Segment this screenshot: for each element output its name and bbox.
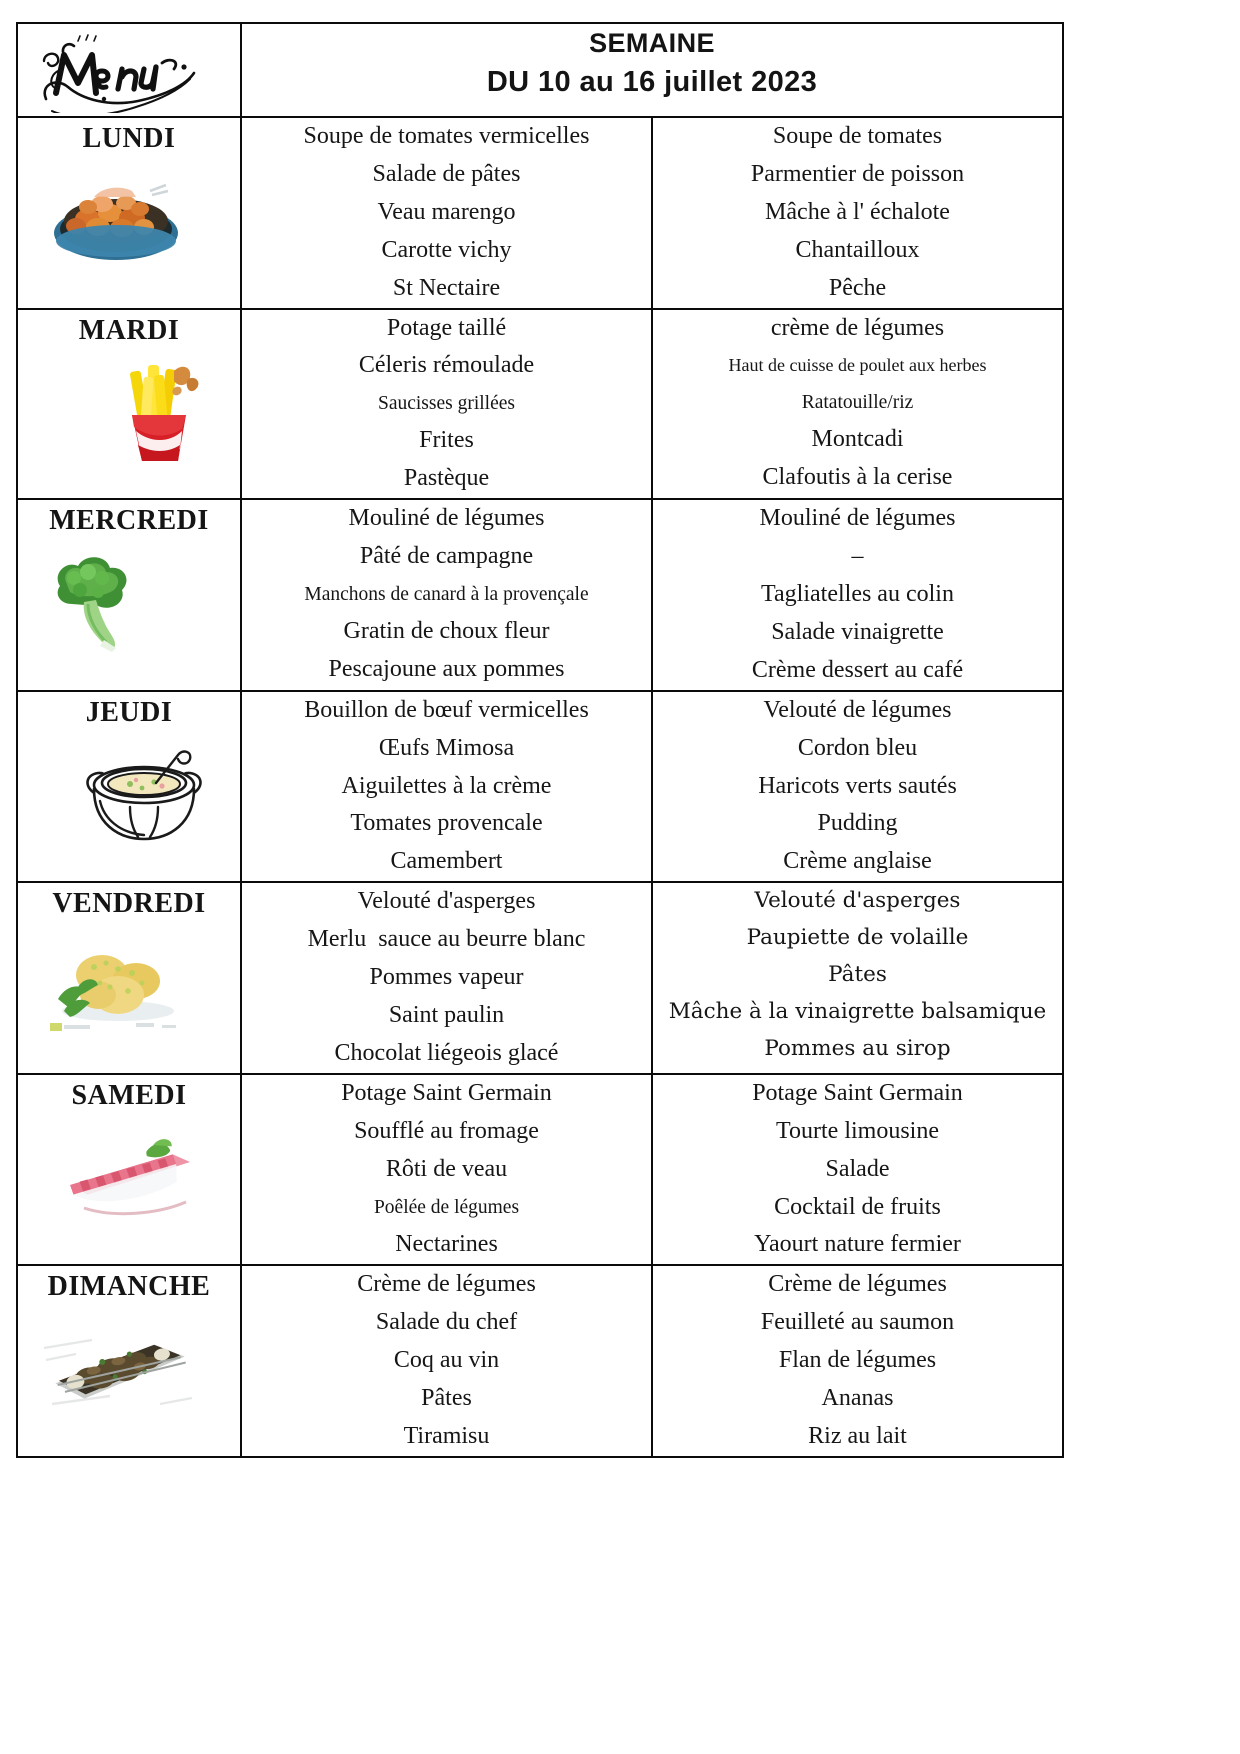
dish-item: Crème dessert au café [751, 656, 964, 683]
dish-item: Velouté d'asperges [754, 888, 961, 914]
dish-item: Chocolat liégeois glacé [334, 1039, 559, 1066]
coq-au-vin-photo [18, 1308, 240, 1428]
roast-veal-photo [18, 1116, 240, 1236]
dish-item: Pommes au sirop [764, 1036, 951, 1062]
veal-marengo-photo [18, 159, 240, 279]
dish-item: Paupiette de volaille [746, 925, 969, 951]
dish-item: Soupe de tomates vermicelles [303, 123, 590, 149]
dish-item: Salade de pâtes [372, 160, 521, 187]
day-label-jeudi: JEUDI [85, 696, 173, 728]
dish-placeholder: – [851, 543, 864, 570]
dish-item: Ananas [821, 1385, 894, 1412]
dish-item: Camembert [390, 848, 503, 875]
dish-item: Salade du chef [375, 1309, 518, 1336]
menu-cell-lundi-b [652, 117, 1063, 309]
day-cell-vendredi [17, 882, 241, 1074]
menu-cell-mercredi-a [241, 499, 652, 691]
dish-item: Velouté de légumes [763, 696, 952, 723]
dish-item: Soufflé au fromage [354, 1117, 539, 1144]
day-cell-mercredi [17, 499, 241, 691]
dish-item: Bouillon de bœuf vermicelles [304, 696, 589, 723]
table-row-lundi [17, 117, 1063, 309]
week-title-line2: DU 10 au 16 juillet 2023 [486, 66, 818, 99]
dish-item: Saint paulin [388, 1001, 505, 1028]
dish-item: Crème anglaise [783, 848, 932, 875]
dish-item: Potage Saint Germain [752, 1079, 963, 1106]
dish-item: Pâtes [828, 962, 887, 988]
menu-cell-mardi-a [241, 309, 652, 500]
day-label-lundi: LUNDI [82, 123, 176, 154]
table-row-mardi [17, 309, 1063, 500]
menu-cell-dimanche-a [241, 1265, 652, 1457]
dish-item: St Nectaire [392, 274, 501, 301]
dish-item: Haricots verts sautés [758, 772, 957, 799]
dish-item: Salade [825, 1155, 890, 1182]
dish-item: Mâche à l' échalote [765, 198, 950, 225]
dish-item: Pommes vapeur [369, 964, 524, 991]
menu-cell-jeudi-a [241, 691, 652, 883]
table-row-mercredi [17, 499, 1063, 691]
dish-item: Saucisses grillées [377, 393, 515, 415]
dish-item: Pastèque [403, 465, 490, 492]
day-label-samedi: SAMEDI [71, 1079, 187, 1111]
menu-calligraphy-logo [18, 24, 240, 116]
dish-item: Potage Saint Germain [341, 1079, 552, 1106]
dish-item: Tagliatelles au colin [761, 581, 954, 608]
dish-item: Céleris rémoulade [358, 352, 535, 379]
broccoli-icon [18, 542, 240, 662]
dish-item: Pescajoune aux pommes [328, 655, 565, 682]
dish-item: Soupe de tomates [772, 123, 943, 149]
dish-item: Chantailloux [795, 236, 920, 263]
dish-item: Pudding [817, 810, 898, 837]
menu-table-body [17, 23, 1063, 1457]
dish-item: Coq au vin [393, 1347, 500, 1374]
week-title-line1: SEMAINE [589, 28, 715, 58]
dish-item: Cordon bleu [797, 734, 918, 761]
dish-item: Tiramisu [403, 1422, 490, 1449]
menu-cell-vendredi-b [652, 882, 1063, 1074]
dish-item: Flan de légumes [778, 1347, 937, 1374]
dish-item: Ratatouille/riz [801, 392, 914, 414]
dish-item: Veau marengo [377, 198, 516, 225]
dish-item: Poêlée de légumes [373, 1196, 520, 1218]
week-title-cell [241, 23, 1063, 117]
table-row-samedi [17, 1074, 1063, 1266]
dish-item: Tomates provencale [350, 810, 543, 837]
dish-item: Œufs Mimosa [378, 734, 515, 761]
menu-cell-dimanche-b [652, 1265, 1063, 1457]
dish-item: Rôti de veau [385, 1155, 508, 1182]
day-cell-jeudi [17, 691, 241, 883]
day-cell-dimanche [17, 1265, 241, 1457]
dish-item: Merlu sauce au beurre blanc [307, 926, 586, 953]
menu-cell-mardi-b [652, 309, 1063, 500]
day-cell-mardi [17, 309, 241, 500]
dish-item: Crème de légumes [768, 1271, 947, 1298]
weekly-menu-table [16, 22, 1064, 1458]
table-row-dimanche [17, 1265, 1063, 1457]
menu-cell-jeudi-b [652, 691, 1063, 883]
table-header-row [17, 23, 1063, 117]
day-label-mardi: MARDI [78, 314, 180, 346]
menu-cell-samedi-a [241, 1074, 652, 1266]
dish-item: Yaourt nature fermier [754, 1231, 961, 1258]
dish-item: Nectarines [395, 1230, 498, 1257]
dish-item: Crème de légumes [357, 1271, 536, 1298]
dish-item: Salade vinaigrette [771, 618, 944, 645]
menu-logo-cell [17, 23, 241, 117]
menu-cell-vendredi-a [241, 882, 652, 1074]
dish-item: Mouliné de légumes [348, 505, 545, 532]
dish-item: Carotte vichy [381, 236, 512, 263]
dish-item: Pâté de campagne [359, 543, 534, 570]
day-cell-samedi [17, 1074, 241, 1266]
dish-item: Mâche à la vinaigrette balsamique [668, 999, 1047, 1025]
dish-item: Montcadi [811, 426, 904, 453]
dish-item: Velouté d'asperges [357, 888, 536, 915]
dish-item: Pâtes [421, 1385, 472, 1412]
dish-item: Manchons de canard à la provençale [304, 584, 589, 606]
soup-tureen-icon [18, 733, 240, 853]
day-label-dimanche: DIMANCHE [47, 1271, 211, 1303]
menu-cell-lundi-a [241, 117, 652, 309]
day-label-mercredi: MERCREDI [49, 505, 209, 537]
dish-item: crème de légumes [770, 314, 945, 341]
dish-item: Cocktail de fruits [774, 1193, 941, 1220]
dish-item: Aiguilettes à la crème [341, 772, 552, 799]
dish-item: Parmentier de poisson [750, 160, 965, 187]
table-row-vendredi [17, 882, 1063, 1074]
dish-item: Feuilleté au saumon [760, 1309, 955, 1336]
dish-item: Potage taillé [386, 314, 507, 341]
steamed-potatoes-photo [18, 925, 240, 1045]
dish-item: Pêche [828, 274, 887, 301]
day-label-vendredi: VENDREDI [52, 888, 206, 920]
dish-item: Clafoutis à la cerise [762, 464, 953, 491]
dish-item: Haut de cuisse de poulet aux herbes [728, 355, 987, 376]
dish-item: Tourte limousine [776, 1117, 939, 1144]
french-fries-icon [18, 351, 240, 471]
dish-item: Riz au lait [808, 1422, 907, 1449]
menu-cell-samedi-b [652, 1074, 1063, 1266]
dish-item: Gratin de choux fleur [343, 618, 550, 645]
dish-item: Frites [419, 427, 474, 454]
table-row-jeudi [17, 691, 1063, 883]
dish-item: Mouliné de légumes [759, 505, 956, 532]
day-cell-lundi [17, 117, 241, 309]
menu-cell-mercredi-b [652, 499, 1063, 691]
